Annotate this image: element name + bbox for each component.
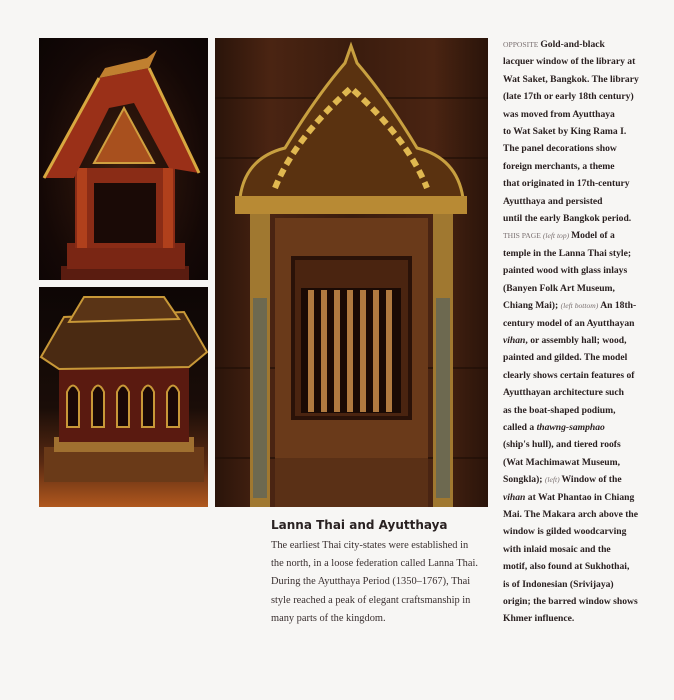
photo-caption (503, 36, 669, 628)
body-line: style reached a peak of elegant craftsmanship in (271, 594, 471, 606)
caption-text: (Banyen Folk Art Museum, (503, 282, 615, 294)
caption-line (503, 315, 669, 332)
caption-line (503, 210, 669, 227)
caption-text: Window of the (561, 474, 622, 486)
caption-label: THIS PAGE (503, 231, 543, 241)
caption-line (503, 523, 669, 540)
caption-line (503, 471, 669, 488)
caption-line (503, 436, 669, 453)
caption-line (503, 158, 669, 175)
caption-text: that originated in 17th-century (503, 178, 630, 190)
caption-text: clearly shows certain features of (503, 369, 635, 381)
caption-text: Gold-and-black (540, 39, 605, 50)
caption-text: foreign merchants, a theme (503, 160, 615, 172)
caption-text: Ayutthayan architecture such (503, 387, 624, 399)
caption-text: painted and gilded. The model (503, 352, 628, 364)
caption-text: century model of an Ayutthayan (503, 317, 635, 329)
caption-text: motif, also found at Sukhothai, (503, 561, 630, 573)
caption-line (503, 402, 669, 419)
caption-line (503, 297, 669, 314)
caption-text: , or assembly hall; wood, (525, 334, 627, 346)
caption-line (503, 610, 669, 627)
caption-text: called a (503, 421, 537, 433)
caption-line (503, 593, 669, 610)
caption-line (503, 419, 669, 436)
caption-line (503, 106, 669, 123)
section-heading: Lanna Thai and Ayutthaya (271, 518, 448, 532)
caption-line (503, 245, 669, 262)
caption-text: The panel decorations show (503, 143, 617, 155)
photo-ayutthayan-vihan-model (39, 287, 208, 507)
caption-line (503, 576, 669, 593)
caption-text: (late 17th or early 18th century) (503, 91, 634, 103)
caption-text: thawng-samphao (536, 421, 605, 433)
caption-line (503, 123, 669, 140)
caption-text: Songkla); (503, 474, 545, 486)
caption-line (503, 384, 669, 401)
body-line: the north, in a loose federation called Lanna Thai. (271, 558, 478, 570)
caption-text: Khmer influence. (503, 613, 575, 625)
caption-line (503, 454, 669, 471)
caption-label: OPPOSITE (503, 40, 541, 49)
caption-text: (ship's hull), and tiered roofs (503, 439, 621, 451)
caption-line (503, 349, 669, 366)
caption-line (503, 489, 669, 506)
caption-line (503, 262, 669, 279)
photo-lanna-temple-model (39, 38, 208, 280)
caption-line (503, 280, 669, 297)
caption-line (503, 88, 669, 105)
body-line: The earliest Thai city-states were established in (271, 540, 469, 551)
caption-line (503, 558, 669, 575)
caption-text: painted wood with glass inlays (503, 265, 628, 277)
caption-text: temple in the Lanna Thai style; (503, 247, 632, 259)
section-body-text (271, 537, 491, 628)
caption-text: Model of a (571, 230, 615, 242)
caption-text: as the boat-shaped podium, (503, 404, 616, 416)
caption-label: (left top) (542, 231, 572, 241)
caption-line (503, 71, 669, 88)
caption-text: Mai. The Makara arch above the (503, 508, 639, 520)
caption-label: (left) (544, 475, 562, 485)
body-line: many parts of the kingdom. (271, 612, 386, 624)
caption-line (503, 506, 669, 523)
caption-line (503, 367, 669, 384)
caption-line (503, 332, 669, 349)
caption-text: vihan (503, 334, 526, 346)
body-line: During the Ayutthaya Period (1350–1767), Thai (271, 576, 471, 588)
caption-text: with inlaid mosaic and the (503, 543, 611, 555)
caption-line (503, 227, 669, 244)
caption-text: An 18th- (600, 300, 637, 312)
caption-line (503, 193, 669, 210)
caption-text: (Wat Machimawat Museum, (503, 456, 620, 468)
caption-text: vihan (503, 491, 526, 503)
caption-text: to Wat Saket by King Rama I. (503, 126, 627, 138)
caption-line (503, 541, 669, 558)
caption-text: until the early Bangkok period. (503, 213, 632, 225)
caption-text: Ayutthaya and persisted (503, 195, 603, 207)
caption-label: (left bottom) (560, 301, 601, 311)
caption-text: at Wat Phantao in Chiang (525, 491, 635, 503)
caption-text: lacquer window of the library at (503, 56, 636, 68)
caption-text: Chiang Mai); (503, 300, 561, 312)
caption-line (503, 140, 669, 157)
caption-line (503, 175, 669, 192)
caption-line (503, 36, 669, 53)
caption-line (503, 53, 669, 70)
caption-text: window is gilded woodcarving (503, 526, 627, 538)
caption-text: was moved from Ayutthaya (503, 108, 615, 120)
caption-text: origin; the barred window shows (503, 596, 638, 607)
photo-wat-phantao-window (215, 38, 488, 507)
caption-text: Wat Saket, Bangkok. The library (503, 73, 639, 85)
caption-text: is of Indonesian (Srivijaya) (503, 578, 614, 590)
